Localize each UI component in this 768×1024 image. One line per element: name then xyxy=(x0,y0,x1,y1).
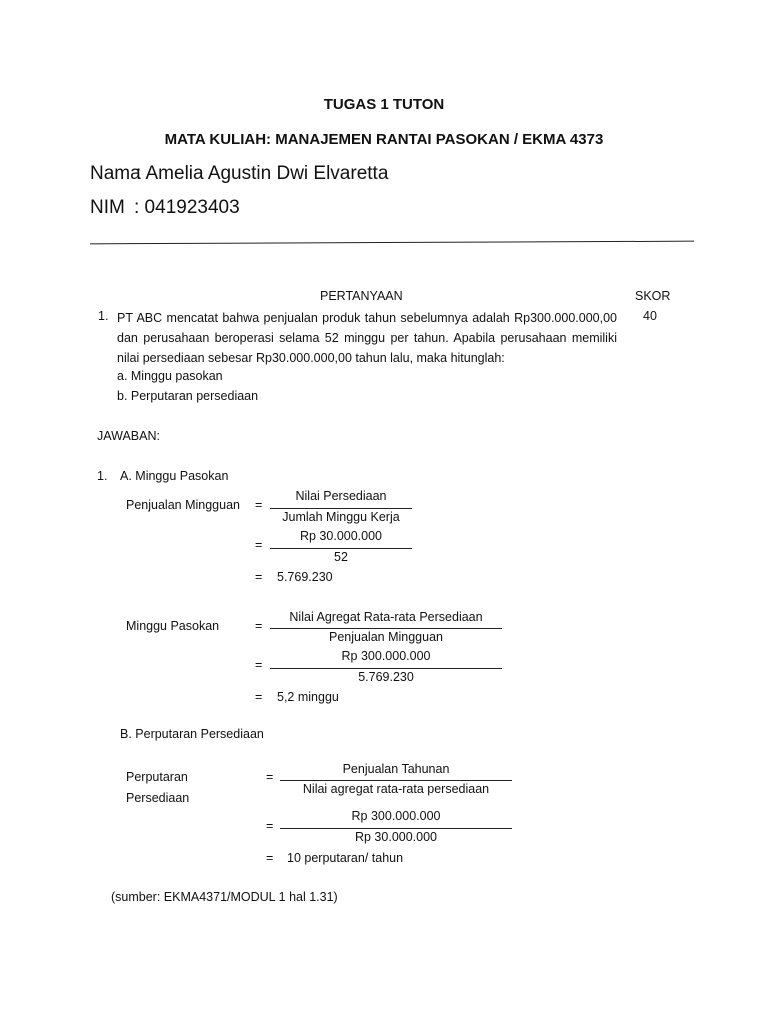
equals-sign: = xyxy=(255,570,263,584)
weekly-sales-result: 5.769.230 xyxy=(277,570,333,584)
turnover-result: 10 perputaran/ tahun xyxy=(287,851,404,865)
equals-sign: = xyxy=(266,770,274,784)
part-b-title: B. Perputaran Persediaan xyxy=(120,727,264,741)
part-a-title: A. Minggu Pasokan xyxy=(120,469,229,483)
turnover-numerator: Penjualan Tahunan xyxy=(342,762,450,776)
equals-sign: = xyxy=(266,851,274,865)
question-score: 40 xyxy=(643,309,657,323)
turnover-label-line2: Persediaan xyxy=(126,791,190,805)
answer-heading: JAWABAN: xyxy=(97,429,160,443)
question-sub-b: b. Perputaran persediaan xyxy=(117,389,259,403)
name-label: Nama xyxy=(90,163,141,184)
weeks-supply-numerator-value: Rp 300.000.000 xyxy=(341,649,431,663)
weekly-sales-label: Penjualan Mingguan xyxy=(126,498,240,512)
equals-sign: = xyxy=(255,690,263,704)
weekly-sales-denominator-value: 52 xyxy=(334,550,348,564)
source-citation: (sumber: EKMA4371/MODUL 1 hal 1.31) xyxy=(111,890,338,904)
weeks-supply-numerator: Nilai Agregat Rata-rata Persediaan xyxy=(289,610,483,624)
fraction-bar xyxy=(280,780,512,781)
answer-number: 1. xyxy=(97,469,108,483)
weekly-sales-numerator-value: Rp 30.000.000 xyxy=(299,529,382,543)
weeks-supply-denominator: Penjualan Mingguan xyxy=(329,630,443,644)
question-sub-a: a. Minggu pasokan xyxy=(117,369,223,383)
equals-sign: = xyxy=(266,819,274,833)
name-value: : Amelia Agustin Dwi Elvaretta xyxy=(136,163,389,184)
weekly-sales-numerator: Nilai Persediaan xyxy=(295,489,387,503)
turnover-denominator-value: Rp 30.000.000 xyxy=(354,830,437,844)
equals-sign: = xyxy=(255,498,263,512)
fraction-bar xyxy=(270,508,412,509)
fraction-bar xyxy=(270,548,412,549)
equals-sign: = xyxy=(255,658,263,672)
document-title: TUGAS 1 TUTON xyxy=(323,96,445,113)
course-title: MATA KULIAH: MANAJEMEN RANTAI PASOKAN / EKMA 4373 xyxy=(164,131,604,148)
weeks-supply-result: 5,2 minggu xyxy=(277,690,339,704)
question-number: 1. xyxy=(98,309,109,323)
nim-value: : 041923403 xyxy=(134,197,240,218)
fraction-bar xyxy=(270,668,502,669)
turnover-denominator: Nilai agregat rata-rata persediaan xyxy=(302,782,490,796)
weekly-sales-denominator: Jumlah Minggu Kerja xyxy=(282,510,400,524)
nim-label: NIM xyxy=(90,197,125,218)
header-divider xyxy=(90,241,694,245)
question-text: PT ABC mencatat bahwa penjualan produk tahun sebelumnya adalah Rp300.000.000,00 dan perusahaan beroperasi selama 52 minggu per tahun. Apabila perusahaan memiliki nilai persediaan sebesar Rp30.000.000,00 tahun lalu, maka hitunglah: xyxy=(117,311,617,365)
turnover-numerator-value: Rp 300.000.000 xyxy=(351,809,441,823)
weeks-supply-denominator-value: 5.769.230 xyxy=(358,670,414,684)
turnover-label-line1: Perputaran xyxy=(126,770,188,784)
equals-sign: = xyxy=(255,619,263,633)
column-header-question: PERTANYAAN xyxy=(320,289,403,303)
equals-sign: = xyxy=(255,538,263,552)
fraction-bar xyxy=(280,828,512,829)
fraction-bar xyxy=(270,628,502,629)
weeks-supply-label: Minggu Pasokan xyxy=(126,619,220,633)
column-header-score: SKOR xyxy=(635,289,671,303)
